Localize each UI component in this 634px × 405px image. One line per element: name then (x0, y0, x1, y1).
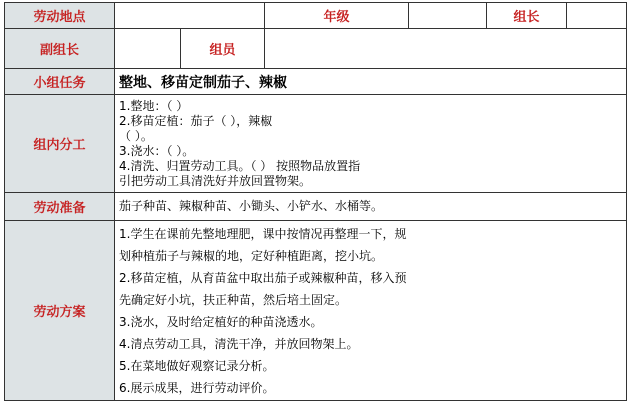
deputy-row (5, 29, 627, 69)
plan-line: 3.浇水，及时给定植好的种苗浇透水。 (119, 314, 323, 329)
plan-line: 划种植茄子与辣椒的地，定好种植距离，挖小坑。 (119, 248, 384, 263)
division-line: 1.整地：（ ） (119, 98, 189, 113)
division-line: 引把劳动工具清洗好并放回置物架。 (119, 173, 312, 188)
division-label: 组内分工 (5, 95, 115, 193)
task-label: 小组任务 (5, 69, 115, 95)
division-line: （ ）。 (119, 128, 153, 143)
leader-label: 组长 (487, 3, 567, 29)
deputy-label: 副组长 (5, 29, 115, 69)
division-row (5, 95, 627, 193)
plan-line: 先确定好小坑，扶正种苗，然后培土固定。 (119, 292, 348, 307)
division-line: 4.清洗、归置劳动工具。（ ） 按照物品放置指 (119, 158, 361, 173)
division-content (115, 95, 627, 193)
labor-plan-form (4, 2, 626, 401)
prep-value: 茄子种苗、辣椒种苗、小锄头、小铲水、水桶等。 (115, 193, 627, 221)
division-line: 2.移苗定植：茄子（ ），辣椒 (119, 113, 273, 128)
plan-row (5, 221, 627, 401)
plan-line: 6.展示成果，进行劳动评价。 (119, 380, 275, 395)
plan-line: 1.学生在课前先整地理肥，课中按情况再整理一下，规 (119, 226, 407, 241)
task-value: 整地、移苗定制茄子、辣椒 (115, 69, 627, 95)
member-value (265, 29, 627, 69)
member-label: 组员 (181, 29, 265, 69)
grade-label: 年级 (265, 3, 409, 29)
division-line: 3.浇水：（ ）。 (119, 143, 195, 158)
deputy-value (115, 29, 181, 69)
plan-content (115, 221, 627, 401)
plan-line: 2.移苗定植，从育苗盆中取出茄子或辣椒种苗，移入预 (119, 270, 407, 285)
header-row (5, 3, 627, 29)
task-row (5, 69, 627, 95)
location-value (115, 3, 265, 29)
plan-line: 5.在菜地做好观察记录分析。 (119, 358, 275, 373)
leader-value (567, 3, 627, 29)
plan-line: 4.清点劳动工具，清洗干净，并放回物架上。 (119, 336, 359, 351)
plan-label: 劳动方案 (5, 221, 115, 401)
prep-row (5, 193, 627, 221)
grade-value (409, 3, 487, 29)
prep-label: 劳动准备 (5, 193, 115, 221)
location-label: 劳动地点 (5, 3, 115, 29)
labor-plan-table (4, 2, 627, 401)
